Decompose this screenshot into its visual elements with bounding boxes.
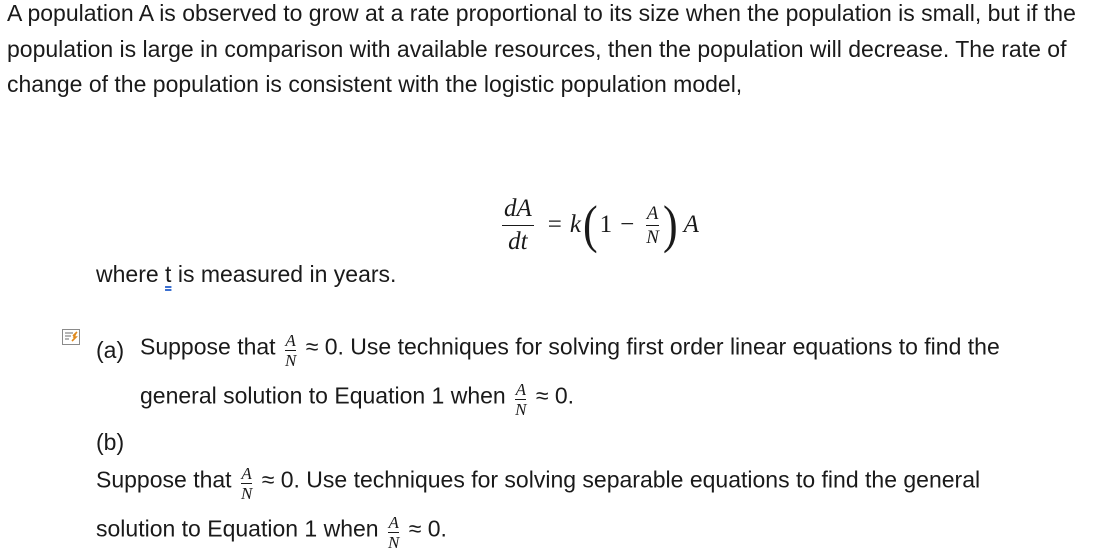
part-b-line1	[96, 463, 981, 503]
fraction-bar	[502, 225, 534, 226]
fraction-numerator: A	[388, 513, 399, 532]
part-a-line2-after: ≈ 0.	[535, 382, 575, 409]
part-a-line2-fraction	[515, 381, 526, 418]
part-a-line1-before: Suppose that	[140, 333, 276, 360]
population-term: A	[683, 211, 699, 238]
where-line	[96, 261, 396, 288]
part-b-line2-fraction	[388, 514, 399, 551]
logistic-equation	[502, 190, 699, 260]
minus-sign: −	[620, 211, 635, 238]
part-b-line1-before: Suppose that	[96, 466, 232, 493]
comment-note-icon[interactable]	[62, 329, 80, 345]
fraction-denominator: N	[387, 533, 400, 552]
derivative-denominator: dt	[508, 227, 528, 255]
fraction-numerator: A	[241, 464, 252, 483]
ratio-denominator: N	[646, 226, 659, 248]
fraction-denominator: N	[240, 484, 253, 503]
part-b-line2	[96, 512, 447, 552]
part-a-line2	[140, 379, 575, 419]
rate-constant: k	[569, 211, 581, 238]
equals-sign: =	[547, 211, 562, 238]
where-after: is measured in years.	[171, 261, 397, 287]
left-paren: (	[583, 195, 598, 254]
ratio-numerator: A	[646, 202, 659, 224]
part-a-line2-before: general solution to Equation 1 when	[140, 382, 506, 409]
fraction-numerator: A	[515, 380, 526, 399]
part-a-label: (a)	[96, 337, 125, 363]
right-paren: )	[662, 195, 678, 254]
part-a-line1-after: ≈ 0. Use techniques for solving first order linear equations to find the	[305, 333, 1000, 360]
fraction-denominator: N	[284, 351, 297, 370]
part-b-line1-after: ≈ 0. Use techniques for solving separable equations to find the general	[261, 466, 981, 493]
part-b-line2-before: solution to Equation 1 when	[96, 515, 379, 542]
ratio-fraction	[646, 203, 659, 248]
fraction-bar	[646, 225, 659, 226]
intro-paragraph: A population A is observed to grow at a rate proportional to its size when the population is small, but if the population is large in comparison with available resources, then the population will decrease. The rate of change of the population is consistent with the logistic population model,	[7, 0, 1076, 97]
part-a-line1	[140, 330, 1000, 370]
where-before: where	[96, 261, 166, 287]
one-term: 1	[599, 211, 613, 238]
part-b-line2-after: ≈ 0.	[408, 515, 447, 542]
time-variable[interactable]: t	[165, 261, 172, 287]
fraction-numerator: A	[285, 331, 296, 350]
fraction-denominator: N	[515, 400, 527, 419]
derivative-fraction	[502, 195, 534, 256]
derivative-numerator: dA	[504, 194, 532, 222]
part-b-fraction	[241, 465, 252, 502]
part-a-fraction	[285, 332, 296, 369]
part-b-label: (b)	[96, 429, 125, 455]
